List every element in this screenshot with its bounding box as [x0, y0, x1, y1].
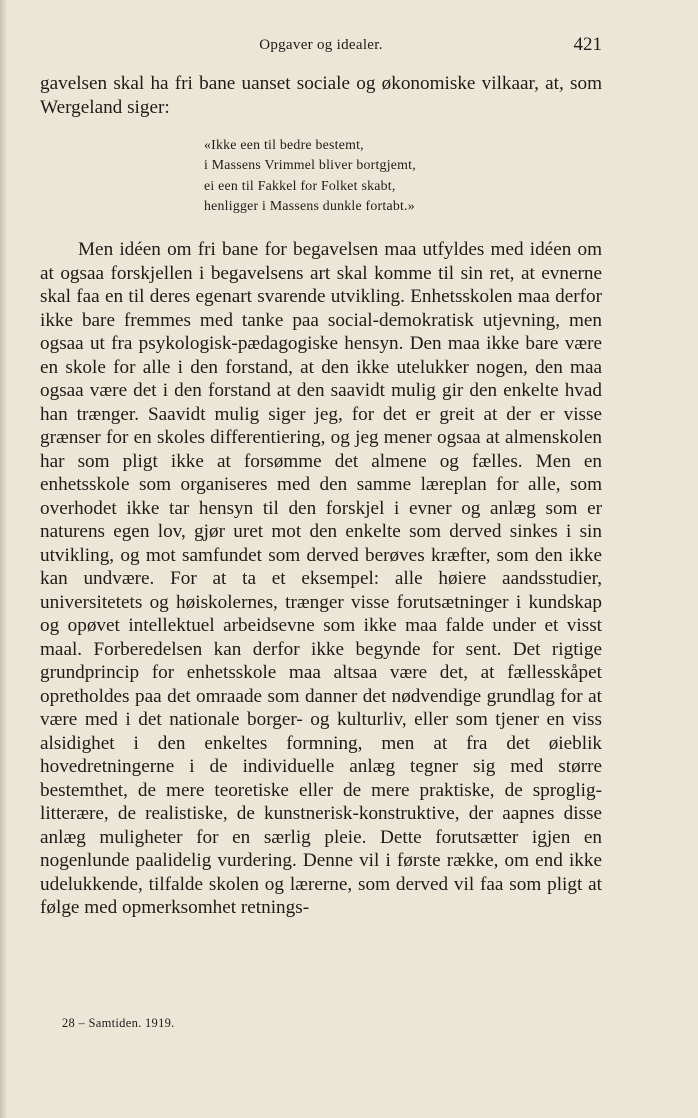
verse-line: ei een til Fakkel for Folket skabt,	[204, 177, 396, 193]
page-number: 421	[573, 34, 602, 55]
main-paragraph: Men idéen om fri bane for begavelsen maa utfyldes med idéen om at ogsaa forskjellen i begavelsens art skal komme til sin ret, at evnerne skal faa en til deres egenart svarende utvikling. Enhetsskolen maa derfor ikke bare fremmes med tanke paa social-demokratisk utjevning, men ogsaa ut fra psykologisk-pædagogiske hensyn. Den maa ikke bare være en skole for alle i den forstand, at den ikke utelukker nogen, den maa ogsaa være det i den forstand at den saavidt mulig gir den enkelte hvad han trænger. Saavidt mulig siger jeg, for det er greit at der er visse grænser for en skoles differentiering, og jeg mener ogsaa at almenskolen har som pligt ikke at forsømme det almene og fælles. Men en enhetsskole som organiseres med den samme læreplan for alle, som overhodet ikke tar hensyn til den forskjel i evner og anlæg som er naturens egen lov, gjør uret mot den enkelte som derved sinkes i sin utvikling, og mot samfundet som derved berøves kræfter, som den ikke kan undvære. For at ta et eksempel: alle høiere aandsstudier, universitetets og høiskolernes, trænger visse forutsætninger i kundskap og opøvet intellektuel arbeidsevne som ikke maa falde under et visst maal. Forberedelsen kan derfor ikke begynde for sent. Det rigtige grundprincip for enhetsskole maa altsaa være det, at fællesskåpet opretholdes paa det omraade som danner det nødvendige grundlag for at være med i det nationale borger- og kulturliv, eller som tjener en viss alsidighet i den enkeltes formning, men at fra det øieblik hovedretningerne i de individuelle anlæg tegner sig med større bestemthet, de mere teoretiske eller de mere praktiske, de sproglig-litterære, de realistiske, de kunstnerisk-konstruktive, der aapnes disse anlæg muligheter for en særlig pleie. Dette forutsætter igjen en nogenlunde paalidelig vurdering. Denne vil i første række, om end ikke udelukkende, tilfalde skolen og lærerne, som derved vil faa som pligt at følge med opmerksomhet retnings-	[40, 239, 602, 919]
page-header	[40, 34, 602, 58]
verse-line: henligger i Massens dunkle fortabt.»	[204, 197, 415, 213]
page-binding-edge	[0, 0, 6, 1118]
signature-footer: 28 – Samtiden. 1919.	[62, 1016, 175, 1030]
running-title: Opgaver og idealer.	[259, 37, 383, 53]
verse-line: «Ikke een til bedre bestemt,	[204, 137, 364, 152]
quoted-verse	[204, 135, 602, 216]
verse-line: i Massens Vrimmel bliver bortgjemt,	[204, 157, 416, 173]
body-text	[40, 72, 602, 920]
intro-paragraph: gavelsen skal ha fri bane uanset sociale og økonomiske vilkaar, at, som Wergeland siger:	[40, 73, 602, 118]
